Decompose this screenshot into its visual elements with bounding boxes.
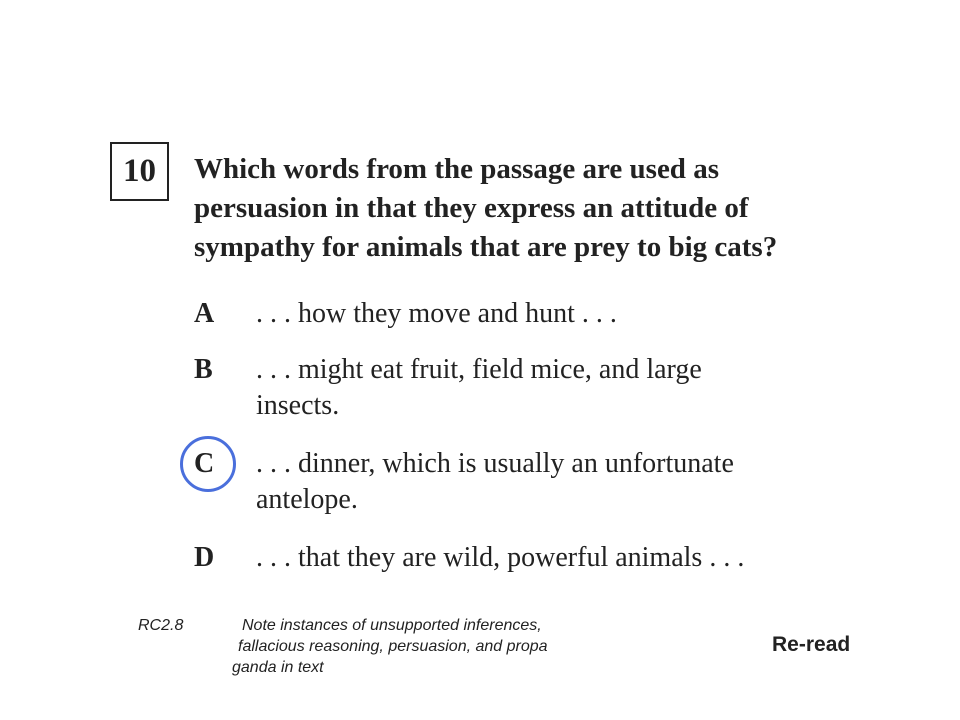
option-a-text: [256, 296, 856, 332]
standard-line: fallacious reasoning, persuasion, and propa: [238, 638, 548, 655]
option-c-letter: C: [194, 448, 215, 479]
question-number: 10: [110, 142, 169, 201]
option-b-line: . . . might eat fruit, field mice, and large: [256, 354, 702, 385]
option-b-letter: B: [194, 354, 213, 385]
option-a-letter: A: [194, 298, 215, 329]
option-d-line: . . . that they are wild, powerful animals . . .: [256, 542, 745, 573]
question-stem: [194, 150, 854, 267]
option-b-line: insects.: [256, 390, 340, 421]
standard-description: [232, 615, 632, 678]
standard-line: ganda in text: [232, 659, 324, 676]
standard-code: RC2.8: [138, 617, 184, 634]
standard-line: Note instances of unsupported inferences,: [242, 617, 542, 634]
question-stem-line: Which words from the passage are used as: [194, 153, 719, 185]
option-a-line: . . . how they move and hunt . . .: [256, 298, 617, 329]
option-b-text: [256, 352, 856, 424]
option-d-letter: D: [194, 542, 215, 573]
reread-label: Re-read: [772, 633, 851, 656]
option-c-line: . . . dinner, which is usually an unfortunate: [256, 448, 734, 479]
question-stem-line: persuasion in that they express an attitude of: [194, 192, 749, 224]
option-c-text: [256, 446, 856, 518]
option-c-line: antelope.: [256, 484, 358, 515]
option-d-text: [256, 540, 856, 576]
question-stem-line: sympathy for animals that are prey to big cats?: [194, 231, 778, 263]
